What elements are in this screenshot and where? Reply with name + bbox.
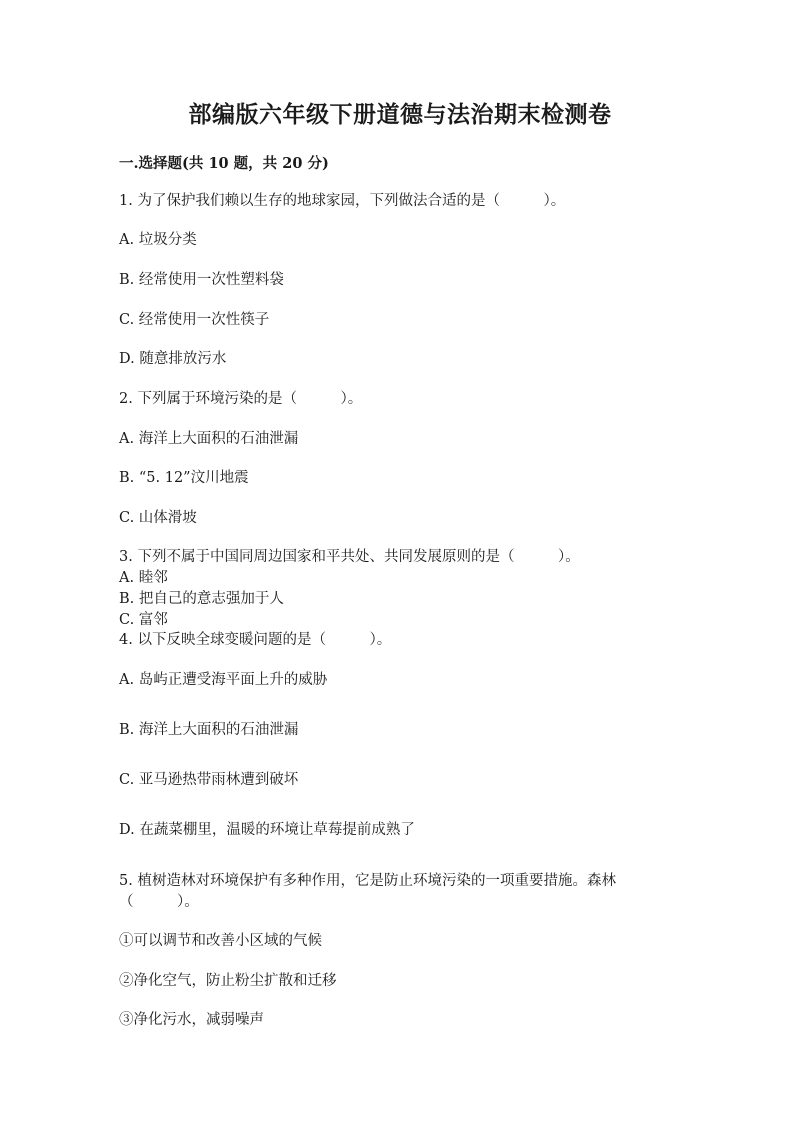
question-3-option-a: A. 睦邻 <box>119 570 168 586</box>
question-2-stem: 2. 下列属于环境污染的是（ ）。 <box>119 391 363 407</box>
question-3-option-c: C. 富邻 <box>119 612 168 628</box>
question-3-option-b: B. 把自己的意志强加于人 <box>119 591 284 607</box>
question-5-item-1: ①可以调节和改善小区域的气候 <box>119 933 322 949</box>
question-1-stem: 1. 为了保护我们赖以生存的地球家园，下列做法合适的是（ ）。 <box>119 193 566 209</box>
question-1-option-b: B. 经常使用一次性塑料袋 <box>119 272 284 288</box>
question-1-option-c: C. 经常使用一次性筷子 <box>119 312 270 328</box>
question-5-stem-line-2: （ ）。 <box>119 894 199 910</box>
question-1-option-d: D. 随意排放污水 <box>119 351 227 367</box>
question-5-item-2: ②净化空气，防止粉尘扩散和迁移 <box>119 973 337 989</box>
question-1-option-a: A. 垃圾分类 <box>119 232 197 248</box>
section-heading: 一.选择题(共 10 题，共 20 分) <box>119 155 329 172</box>
question-2-option-c: C. 山体滑坡 <box>119 510 197 526</box>
question-2-option-a: A. 海洋上大面积的石油泄漏 <box>119 431 299 447</box>
page-title: 部编版六年级下册道德与法治期末检测卷 <box>188 101 612 128</box>
question-4-option-d: D. 在蔬菜棚里，温暖的环境让草莓提前成熟了 <box>119 822 415 838</box>
question-4-stem: 4. 以下反映全球变暖问题的是（ ）。 <box>119 632 392 648</box>
question-4-option-b: B. 海洋上大面积的石油泄漏 <box>119 722 299 738</box>
question-4-option-c: C. 亚马逊热带雨林遭到破坏 <box>119 772 299 788</box>
question-5-item-3: ③净化污水，减弱噪声 <box>119 1012 264 1028</box>
question-3-stem: 3. 下列不属于中国同周边国家和平共处、共同发展原则的是（ ）。 <box>119 549 580 565</box>
question-4-option-a: A. 岛屿正遭受海平面上升的威胁 <box>119 672 328 688</box>
question-2-option-b: B. “5. 12”汶川地震 <box>119 470 249 486</box>
question-5-stem-line-1: 5. 植树造林对环境保护有多种作用，它是防止环境污染的一项重要措施。森林 <box>119 873 616 889</box>
